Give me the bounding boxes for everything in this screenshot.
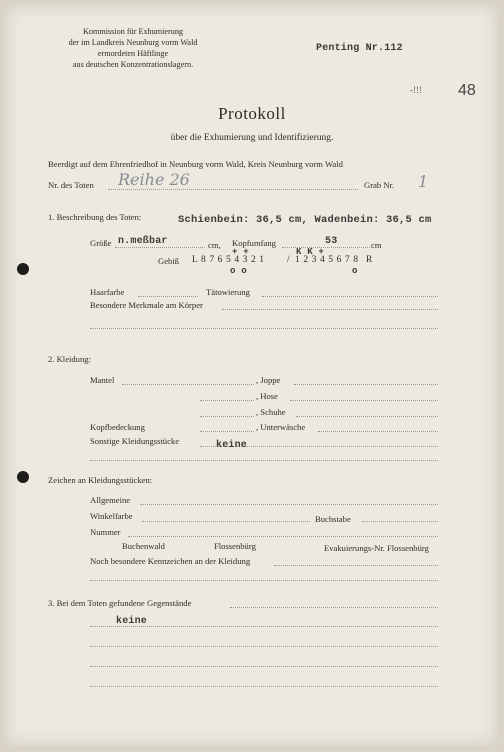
section2-label: 2. Kleidung: [48, 354, 91, 364]
gebiss-label: Gebiß [158, 256, 180, 266]
grab-nr-label: Grab Nr. [364, 180, 395, 190]
groesse-label: Größe [90, 238, 112, 248]
commission-line: Kommission für Exhumierung [82, 27, 184, 36]
commission-header [48, 26, 218, 70]
buchenwald-label: Buchenwald [122, 541, 165, 551]
unterwaesche-label: , Unterwäsche [256, 422, 306, 432]
grab-nr-value: 1 [418, 172, 429, 191]
joppe-label: , Joppe [256, 375, 281, 385]
schienbein-note: Schienbein: 36,5 cm, Wadenbein: 36,5 cm [178, 214, 432, 226]
evakuierung-label: Evakuierungs-Nr. Flossenbürg [324, 543, 429, 553]
section3-label: 3. Bei dem Toten gefundene Gegenstände [48, 598, 192, 608]
groesse-value: n.meßbar [118, 236, 168, 247]
zeichen-label: Zeichen an Kleidungsstücken: [48, 475, 153, 485]
cm-label-1: cm, [208, 240, 221, 250]
nummer-label: Nummer [90, 527, 121, 537]
gebiss-right: 1 2 3 4 5 6 7 8 [295, 255, 359, 265]
document-title: Protokoll [218, 104, 286, 123]
section3-value: keine [116, 616, 148, 627]
section1-label: 1. Beschreibung des Toten: [48, 212, 142, 222]
kopfumfang-label: Kopfumfang [232, 238, 276, 248]
hose-label: , Hose [256, 391, 278, 401]
besondere-kennzeichen-label: Noch besondere Kennzeichen an der Kleidung [90, 556, 251, 566]
commission-line: ermordeten Häftlinge [97, 49, 169, 58]
sonstige-value: keine [216, 440, 248, 451]
gebiss-marks-top-right: K K + [296, 247, 325, 257]
kopfbedeckung-label: Kopfbedeckung [90, 422, 145, 432]
gebiss-r: R [366, 255, 373, 265]
buchstabe-label: Buchstabe [315, 514, 351, 524]
corner-mark: -!!! [410, 85, 422, 95]
allgemeine-label: Allgemeine [90, 495, 131, 505]
haarfarbe-label: Haarfarbe [90, 287, 125, 297]
punch-hole-top [17, 263, 29, 275]
commission-line: der im Landkreis Neunburg vorm Wald [68, 38, 198, 47]
cm-label-2: cm [371, 240, 382, 250]
winkelfarbe-label: Winkelfarbe [90, 511, 133, 521]
flossenbuerg-label: Flossenbürg [214, 541, 256, 551]
taetowierung-label: Tätowierung [206, 287, 250, 297]
burial-text: Beerdigt auf dem Ehrenfriedhof in Neunburg vorm Wald, Kreis Neunburg vorm Wald [48, 159, 343, 169]
punch-hole-bottom [17, 471, 29, 483]
merkmale-label: Besondere Merkmale am Körper [90, 300, 203, 310]
nr-des-toten-label: Nr. des Toten [48, 180, 94, 190]
document-subtitle: über die Exhumierung und Identifizierung. [170, 133, 334, 143]
commission-line: aus deutschen Konzentrationslagern. [72, 60, 194, 69]
gebiss-separator: / [287, 255, 290, 265]
gebiss-marks-bottom-left: o o [230, 266, 247, 276]
page-number: 48 [458, 82, 476, 99]
sonstige-label: Sonstige Kleidungsstücke [90, 436, 180, 446]
schuhe-label: , Schuhe [256, 407, 286, 417]
nr-des-toten-value: Reihe 26 [118, 170, 190, 189]
mantel-label: Mantel [90, 375, 115, 385]
gebiss-marks-bottom-right: o [352, 266, 358, 276]
penting-number: Penting Nr.112 [316, 43, 403, 54]
kopfumfang-value: 53 [325, 236, 338, 247]
gebiss-left: L 8 7 6 5 4 3 2 1 [192, 255, 265, 265]
gebiss-marks-top-left: + + [232, 247, 249, 257]
